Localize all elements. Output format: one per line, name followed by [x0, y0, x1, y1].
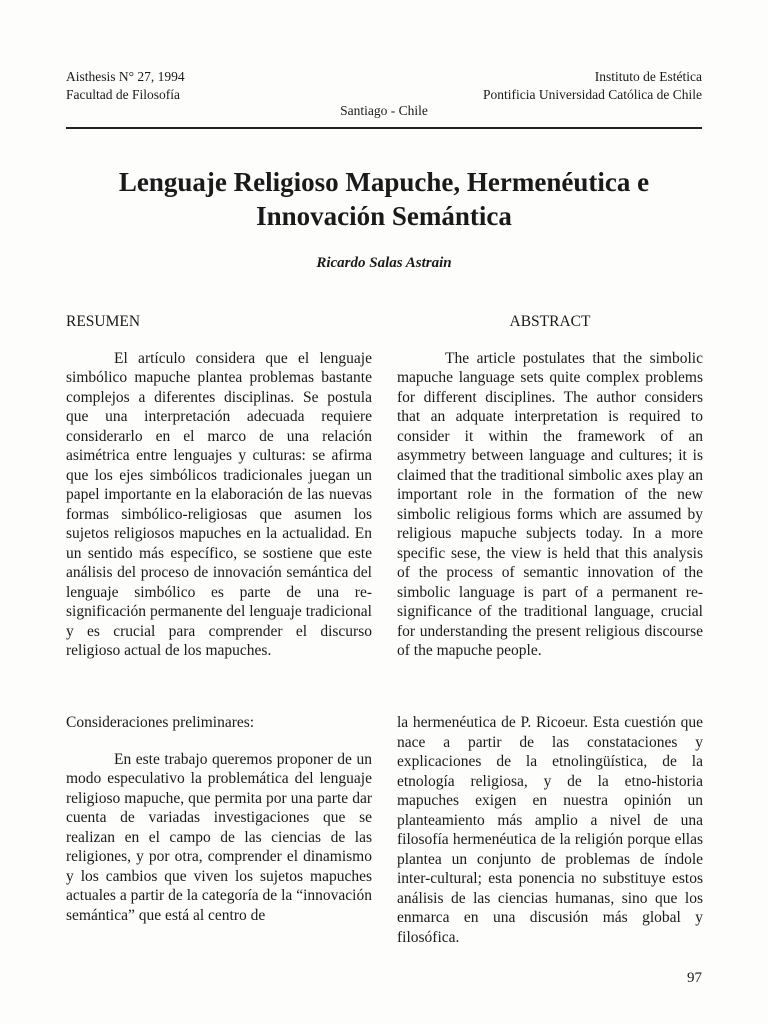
body-right-column: [397, 713, 703, 947]
title-line-1: Lenguaje Religioso Mapuche, Hermenéutica e: [118, 167, 650, 197]
abstract-section: [397, 312, 703, 661]
header-rule: [66, 127, 702, 129]
header-right: [483, 68, 702, 104]
faculty-name: Facultad de Filosofía: [66, 87, 180, 102]
title-line-2: Innovación Semántica: [256, 201, 512, 231]
resumen-text: El artículo considera que el lenguaje simbólico mapuche plantea problemas bastante complejos a diferentes disciplinas. Se postula que una interpretación adecuada requiere considerarlo en el marco de una relación asimétrica entre lenguajes y culturas: se afirma que los ejes simbólicos tradicionales juegan un papel importante en la elaboración de las nuevas formas simbólico-religiosas que asumen los sujetos religiosos mapuches en la actualidad. En un sentido más específico, se sostiene que este análisis del proceso de innovación semántica del lenguaje simbólico es parte de una re-significación permanente del lenguaje tradicional y es crucial para comprender el discurso religioso actual de los mapuches.: [66, 349, 372, 659]
city-line: Santiago - Chile: [340, 103, 428, 118]
page-number: 97: [687, 970, 702, 986]
university-name: Pontificia Universidad Católica de Chile: [483, 87, 702, 102]
author-name: Ricardo Salas Astrain: [316, 255, 452, 271]
journal-issue: Aisthesis N° 27, 1994: [66, 69, 185, 84]
abstract-heading: ABSTRACT: [509, 313, 591, 330]
resumen-section: [66, 312, 372, 661]
institute-name: Instituto de Estética: [594, 69, 702, 84]
abstract-text: The article postulates that the simbolic mapuche language sets quite complex problems for different disciplines. The author considers that an adquate interpretation is required to consider it within the framework of an asymmetry between language and cultures; it is claimed that the traditional simbolic axes play an important role in the formation of the new simbolic religious forms which are assumed by religious mapuche subjects today. In a more specific sese, the view is held that this analysis of the process of semantic innovation of the simbolic language is part of a permanent re-significance of the traditional language, crucial for understanding the present religious discourse of the mapuche people.: [397, 349, 703, 659]
body-left-column: [66, 713, 372, 925]
section-heading: Consideraciones preliminares:: [66, 714, 255, 731]
body-paragraph-right: la hermenéutica de P. Ricoeur. Esta cuestión que nace a partir de las constataciones y explicaciones de la etnolingüística, de la etnología religiosa, y de la etno-historia mapuches exigen en nuestra opinión un planteamiento más amplio a nivel de una filosofía hermenéutica de la religión porque ellas plantea un conjunto de problemas de índole inter-cultural; esta ponencia no substituye estos análisis de las ciencias humanas, sino que los enmarca en una discusión más global y filosófica.: [397, 714, 703, 946]
resumen-heading: RESUMEN: [66, 313, 141, 330]
article-title: [66, 165, 702, 233]
body-paragraph-left: En este trabajo queremos proponer de un modo especulativo la problemática del lenguaje religioso mapuche, que permita por una parte dar cuenta de variadas investigaciones que se realizan en el campo de las ciencias de las religiones, y por otra, comprender el dinamismo y los cambios que viven los sujetos mapuches actuales a partir de la categoría de la “innovación semántica” que está al centro de: [66, 750, 372, 924]
header-left: [66, 68, 185, 104]
